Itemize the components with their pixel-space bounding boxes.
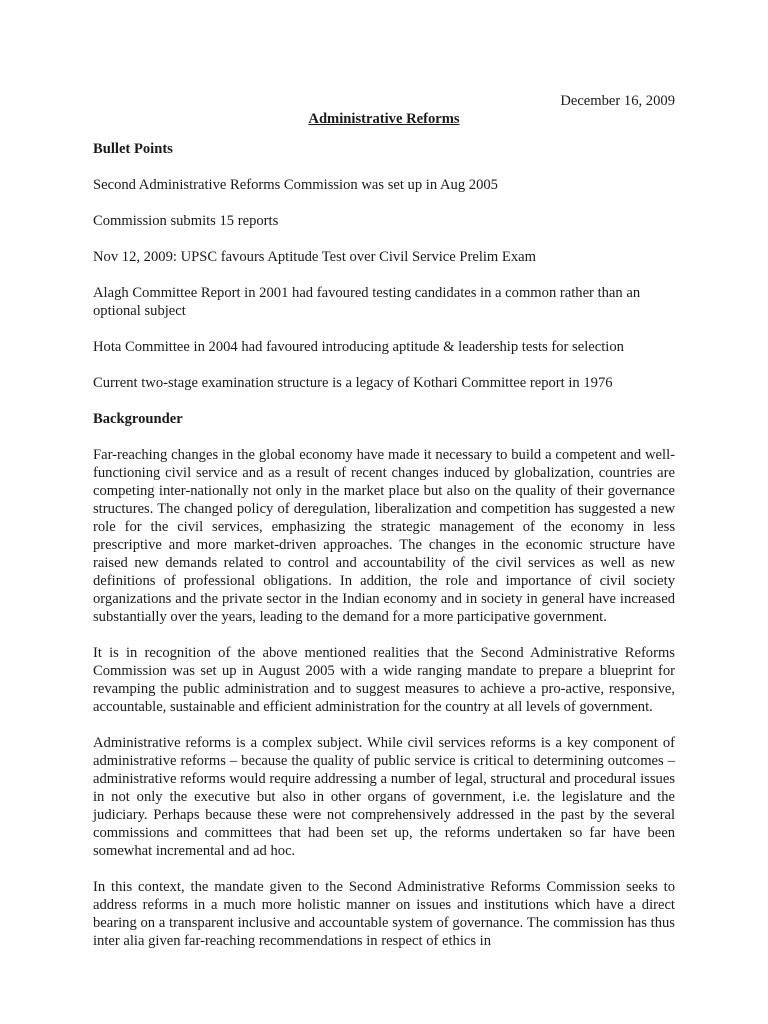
body-paragraph: Far-reaching changes in the global economy have made it necessary to build a competent and well-functioning civil service and as a result of recent changes induced by globalization, countries are competing inter-nationally not only in the market place but also on the quality of their governance structures. The changed policy of deregulation, liberalization and competition has suggested a new role for the civil services, emphasizing the strategic management of the economy in less prescriptive and more market-driven approaches. The changes in the economic structure have raised new demands related to control and accountability of the civil services as well as new definitions of professional obligations. In addition, the role and importance of civil society organizations and the private sector in the Indian economy and in society in general have increased substantially over the years, leading to the demand for a more participative government. (93, 447, 675, 625)
body-paragraph: In this context, the mandate given to the Second Administrative Reforms Commission seeks to address reforms in a much more holistic manner on issues and institutions which have a direct bearing on a transparent inclusive and accountable system of governance. The commission has thus inter alia given far-reaching recommendations in respect of ethics in (93, 879, 675, 949)
bullet-points-heading: Bullet Points (93, 141, 173, 157)
body-paragraph: It is in recognition of the above mentioned realities that the Second Administrative Reforms Commission was set up in August 2005 with a wide ranging mandate to prepare a blueprint for revamping the public administration and to suggest measures to achieve a pro-active, responsive, accountable, sustainable and efficient administration for the country at all levels of government. (93, 645, 675, 715)
document-date: December 16, 2009 (560, 93, 675, 109)
bullet-item: Hota Committee in 2004 had favoured introducing aptitude & leadership tests for selection (93, 339, 624, 355)
bullet-item: Nov 12, 2009: UPSC favours Aptitude Test over Civil Service Prelim Exam (93, 249, 536, 265)
bullet-item: Current two-stage examination structure is a legacy of Kothari Committee report in 1976 (93, 375, 613, 391)
bullet-item: Second Administrative Reforms Commission was set up in Aug 2005 (93, 177, 498, 193)
backgrounder-heading: Backgrounder (93, 411, 183, 427)
bullet-item: Alagh Committee Report in 2001 had favoured testing candidates in a common rather than an optional subject (93, 285, 641, 319)
body-paragraph: Administrative reforms is a complex subject. While civil services reforms is a key component of administrative reforms – because the quality of public service is critical to determining outcomes – administrative reforms would require addressing a number of legal, structural and procedural issues in not only the executive but also in other organs of government, i.e. the legislature and the judiciary. Perhaps because these were not comprehensively addressed in the past by the several commissions and committees that had been set up, the reforms undertaken so far have been somewhat incremental and ad hoc. (93, 735, 675, 859)
bullet-item: Commission submits 15 reports (93, 213, 279, 229)
document-title: Administrative Reforms (308, 111, 460, 127)
